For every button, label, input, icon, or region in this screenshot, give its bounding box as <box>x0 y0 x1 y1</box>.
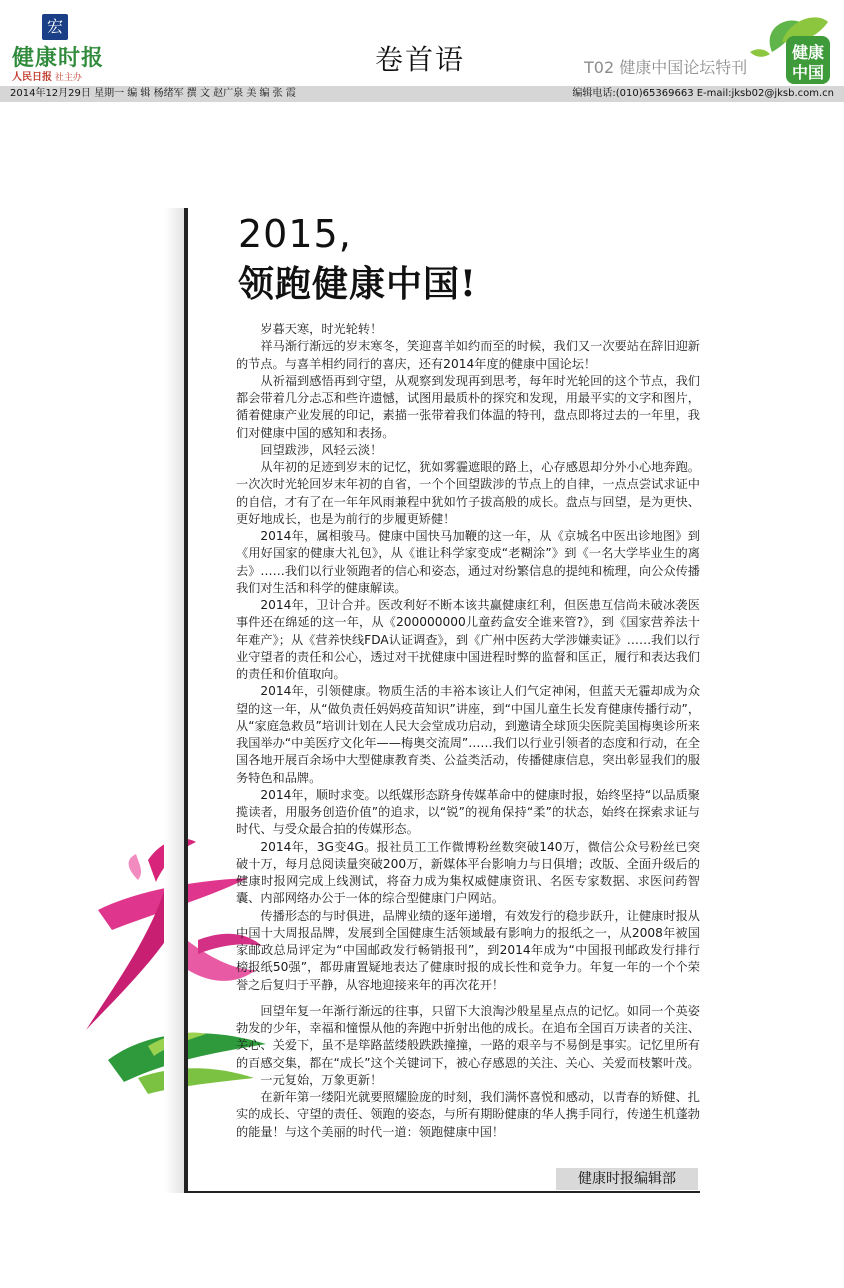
article-frame-shadow <box>164 208 184 1193</box>
article-frame-bottom-rule <box>184 1191 700 1193</box>
article-paragraph: 祥马渐行渐远的岁末寒冬，笑迎喜羊如约而至的时候，我们又一次要站在辞旧迎新的节点。与喜羊相约同行的喜庆，还有2014年度的健康中国论坛！ <box>236 339 700 371</box>
logo-sub-note: 社主办 <box>54 73 82 83</box>
editor-contact: 编辑电话:(010)65369663 E-mail:jksb02@jksb.com.cn <box>572 88 834 99</box>
badge-text-top: 健康 <box>791 43 825 62</box>
article-paragraph: 回望跋涉，风轻云淡！ <box>260 442 383 457</box>
article-paragraph: 在新年第一缕阳光就要照耀脸庞的时刻，我们满怀喜悦和感动，以青春的矫健、扎实的成长、守望的责任、领跑的姿态，与所有期盼健康的华人携手同行，传递生机蓬勃的能量！与这个美丽的时代一道：领跑健康中国！ <box>236 1090 700 1139</box>
article-frame-left-rule <box>184 208 188 1193</box>
article-paragraph: 一元复始，万象更新！ <box>260 1072 383 1087</box>
article-signature: 健康时报编辑部 <box>556 1168 698 1190</box>
headline-year: 2015, <box>238 212 352 256</box>
article-paragraph: 2014年，属相骏马。健康中国快马加鞭的这一年，从《京城名中医出诊地图》到《用好国家的健康大礼包》，从《谁让科学家变成“老糊涂”》到《一名大学毕业生的离去》……我们以行业领跑者的信心和姿态，通过对纷繁信息的提纯和梳理，向公众传播我们对生活和科学的健康解读。 <box>236 529 700 595</box>
badge-text-bottom: 中国 <box>791 63 825 82</box>
article-body <box>236 321 700 1141</box>
newspaper-logo[interactable] <box>12 14 122 84</box>
issue-date-credits: 2014年12月29日 星期一 编 辑 杨绪军 撰 文 赵广泉 美 编 张 霞 <box>10 88 296 99</box>
article-paragraph: 岁暮天寒，时光轮转！ <box>260 322 383 336</box>
article-paragraph: 2014年，顺时求变。以纸媒形态跻身传媒革命中的健康时报，始终坚持“以品质聚揽读者，用服务创造价值”的追求，以“锐”的视角保持“柔”的状态，始终在探索求证与时代、与受众最合拍的传媒形态。 <box>236 787 700 837</box>
logo-mark-icon: 宏 <box>42 14 68 40</box>
article-paragraph: 2014年，引领健康。物质生活的丰裕本该让人们气定神闲，但蓝天无霾却成为众望的这一年，从“做负责任妈妈疫苗知识”讲座，到“中国儿童生长发育健康传播行动”，从“家庭急救员”培训计划在人民大会堂成功启动，到邀请全球顶尖医院美国梅奥诊所来我国举办“中美医疗文化年——梅奥交流周”……我们以行业引领者的态度和行动，在全国各地开展百余场中大型健康教育类、公益类活动，传播健康信息，突出彰显我们的服务特色和品牌。 <box>236 684 701 785</box>
article-paragraph: 从祈福到感悟再到守望，从观察到发现再到思考，每年时光轮回的这个节点，我们都会带着几分忐忑和些许遗憾，试图用最质朴的探究和发现，用最平实的文字和图片，循着健康产业发展的印记，素描一张带着我们体温的特刊，盘点即将过去的一年里，我们对健康中国的感知和表扬。 <box>236 373 700 440</box>
article-paragraph: 回望年复一年渐行渐远的往事，只留下大浪淘沙般星星点点的记忆。如同一个英姿勃发的少年，幸福和憧憬从他的奔跑中折射出他的成长。在追布全国百万读者的关注、关心、关爱下，虽不是筚路蓝缕般跌跌撞撞，一路的艰辛与不易倒是事实。记忆里所有的百感交集，都在“成长”这个关键词下，被心存感恩的关注、关心、关爱而枝繁叶茂。 <box>236 1003 700 1070</box>
article-paragraph: 2014年，3G变4G。报社员工工作微博粉丝数突破140万，微信公众号粉丝已突破十万，每月总阅读量突破200万，新媒体平台影响力与日俱增；改版、全面升级后的健康时报网完成上线测试，将奋力成为集权威健康资讯、名医专家数据、求医问药智囊、内部网络办公于一体的综合型健康门户网站。 <box>236 839 700 906</box>
article-paragraph: 传播形态的与时俱进，品牌业绩的逐年递增，有效发行的稳步跃升，让健康时报从中国十大周报品牌，发展到全国健康生活领域最有影响力的报纸之一，从2008年被国家邮政总局评定为“中国邮政发行畅销报刊”，到2014年成为“中国报刊邮政发行排行榜报纸50强”，都毋庸置疑地表达了健康时报的成长性和竞争力。年复一年的一个个荣誉之后复归于平静，从容地迎接来年的再次花开！ <box>236 908 700 992</box>
special-issue-label: T02 健康中国论坛特刊 <box>584 58 748 77</box>
article-paragraph: 从年初的足迹到岁末的记忆，犹如雾霾遮眼的路上，心存感恩却分外小心地奔跑。一次次时光轮回岁末年初的自省，一个个回望跋涉的节点上的自律，一点点尝试求证中的自信，才有了在一年年风雨兼程中犹如竹子拔高般的成长。盘点与回望，是为更快、更好地成长，也是为前行的步履更矫健！ <box>236 460 700 526</box>
logo-name: 健康时报 <box>12 45 105 71</box>
headline-main: 领跑健康中国! <box>238 263 477 305</box>
article-paragraph: 2014年，卫计合并。医改利好不断本该共赢健康红利，但医患互信尚未破冰袭医事件还在绵延的这一年，从《200000000儿童药盒安全谁来管?》，到《国家营养法十年难产》；从《营养快线FDA认证调查》，到《广州中医药大学涉嫌卖证》……我们以行业守望者的责任和公心，透过对干扰健康中国进程时弊的监督和匡正，履行和表达我们的责任和价值取向。 <box>236 598 700 681</box>
logo-subtitle <box>12 68 82 83</box>
health-china-badge-icon <box>742 8 834 88</box>
header-info-bar <box>0 86 844 102</box>
page-title: 卷首语 <box>374 43 465 76</box>
logo-sub-brand: 人民日报 <box>12 72 52 83</box>
